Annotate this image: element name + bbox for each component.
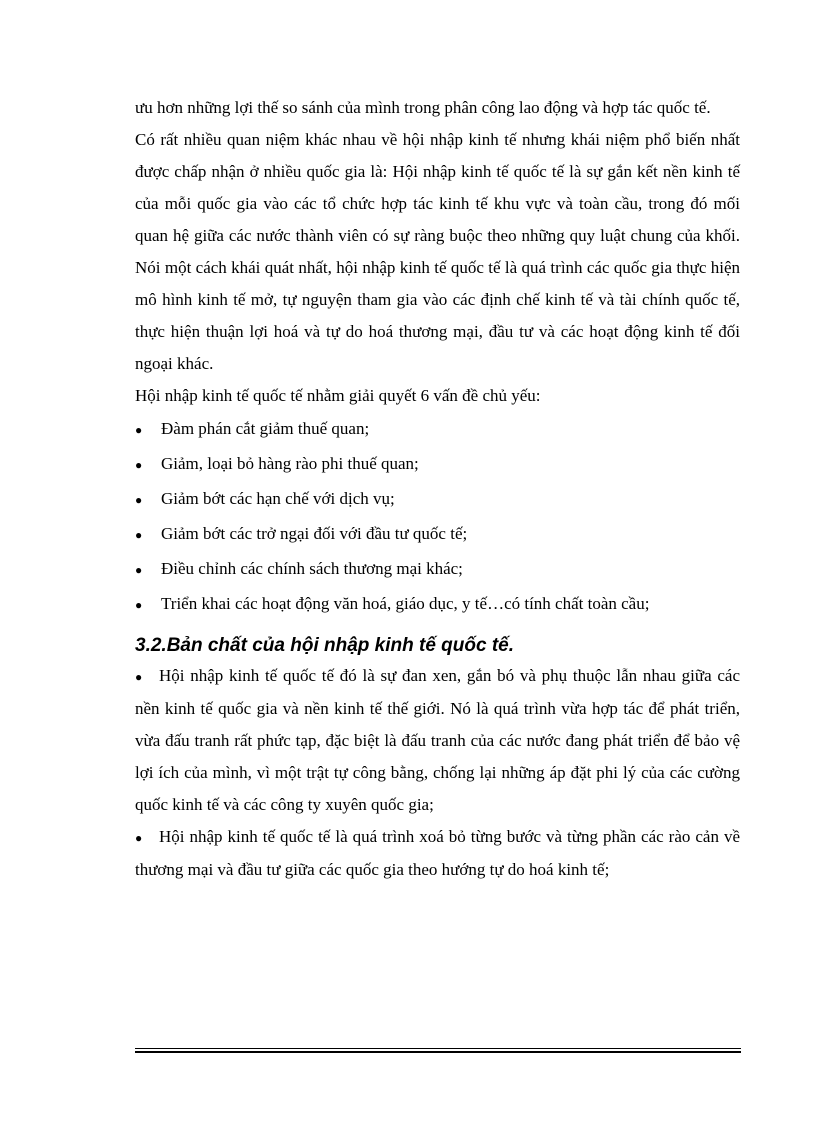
list-item [135, 482, 740, 517]
list-item-text: Điều chỉnh các chính sách thương mại khác; [161, 559, 463, 578]
list-item-text: Đàm phán cắt giảm thuế quan; [161, 419, 370, 438]
document-body [135, 92, 740, 886]
list-item [135, 517, 740, 552]
bullet-icon: ● [135, 423, 143, 437]
list-item [135, 447, 740, 482]
essence-point [135, 821, 740, 886]
list-item-text: Giảm, loại bỏ hàng rào phi thuế quan; [161, 454, 419, 473]
list-item [135, 587, 740, 622]
issues-bullet-list [135, 412, 740, 622]
essence-point-text: Hội nhập kinh tế quốc tế đó là sự đan xen, gắn bó và phụ thuộc lẫn nhau giữa các nền kinh tế quốc gia và nền kinh tế thế giới. Nó là quá trình vừa hợp tác để phát triển, vừa đấu tranh rất phức tạp, đặc biệt là đấu tranh của các nước đang phát triển để bảo vệ lợi ích của mình, vì một trật tự công bằng, chống lại những áp đặt phi lý của các cường quốc kinh tế và các công ty xuyên quốc gia; [135, 666, 740, 814]
essence-point [135, 660, 740, 821]
bullet-icon: ● [135, 831, 143, 845]
bullet-icon: ● [135, 528, 143, 542]
bullet-icon: ● [135, 598, 143, 612]
list-item-text: Giảm bớt các hạn chế với dịch vụ; [161, 489, 395, 508]
bullet-icon: ● [135, 458, 143, 472]
list-item-text: Triển khai các hoạt động văn hoá, giáo dục, y tế…có tính chất toàn cầu; [161, 594, 650, 613]
bullet-icon: ● [135, 563, 143, 577]
paragraph-integration-definition: Có rất nhiều quan niệm khác nhau về hội nhập kinh tế nhưng khái niệm phổ biến nhất được chấp nhận ở nhiều quốc gia là: Hội nhập kinh tế quốc tế là sự gắn kết nền kinh tế của mỗi quốc gia vào các tổ chức hợp tác kinh tế khu vực và toàn cầu, trong đó mối quan hệ giữa các nước thành viên có sự ràng buộc theo những quy luật chung của khối. Nói một cách khái quát nhất, hội nhập kinh tế quốc tế là quá trình các quốc gia thực hiện mô hình kinh tế mở, tự nguyện tham gia vào các định chế kinh tế và tài chính quốc tế, thực hiện thuận lợi hoá và tự do hoá thương mại, đầu tư và các hoạt động kinh tế đối ngoại khác. [135, 130, 740, 373]
paragraph-issues-intro: Hội nhập kinh tế quốc tế nhằm giải quyết 6 vấn đề chủ yếu: [135, 386, 541, 405]
footer-double-rule [135, 1048, 741, 1053]
bullet-icon: ● [135, 670, 143, 684]
section-heading: 3.2.Bản chất của hội nhập kinh tế quốc tế. [135, 635, 515, 656]
list-item-text: Giảm bớt các trở ngại đối với đầu tư quốc tế; [161, 524, 468, 543]
bullet-icon: ● [135, 493, 143, 507]
list-item [135, 552, 740, 587]
list-item [135, 412, 740, 447]
essence-point-text: Hội nhập kinh tế quốc tế là quá trình xoá bỏ từng bước và từng phần các rào cản về thương mại và đầu tư giữa các quốc gia theo hướng tự do hoá kinh tế; [135, 827, 740, 879]
paragraph-intro-continuation: ưu hơn những lợi thế so sánh của mình trong phân công lao động và hợp tác quốc tế. [135, 98, 711, 117]
